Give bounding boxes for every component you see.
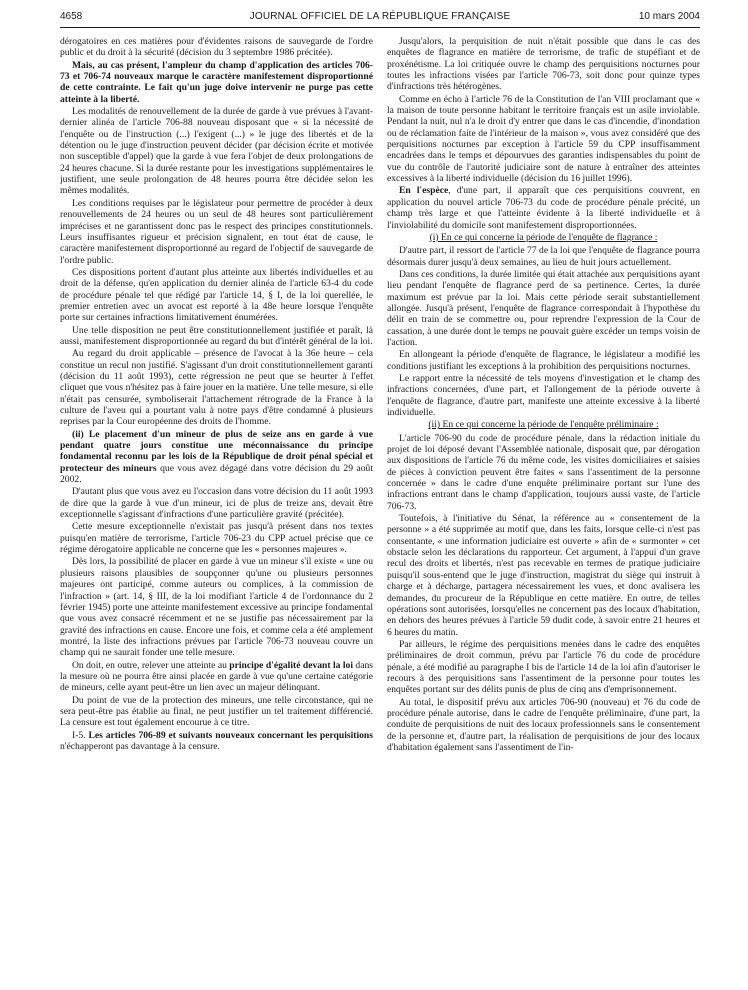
left-column [60,36,373,986]
paragraph [387,94,700,185]
page-header [60,11,700,27]
body-text: Par ailleurs, le régime des perquisitions menées dans le cadre des enquêtes préliminaires de droit commun, prévu par l'article 76 du code de procédure pénale, a été modifié au paragraphe I bis de l'article 14 de la loi afin d'autoriser le recours à des perquisitions sans l'assentiment de la personne pour toutes les enquêtes portant sur des délits punis de plus de cinq ans d'emprisonnement. [387,638,700,696]
body-text: Cette mesure exceptionnelle n'existait pas jusqu'à présent dans nos textes puisqu'en matière de terrorisme, l'article 706-23 du CPP actuel précise que ce régime dérogatoire applicable ne concerne que les « personnes majeures ». [60,521,373,556]
page-number: 4658 [60,11,83,22]
paragraph [60,730,373,753]
section-subheading [387,419,700,430]
journal-title: JOURNAL OFFICIEL DE LA RÉPUBLIQUE FRANÇAISE [249,11,511,22]
body-text: Ces dispositions portent d'autant plus atteinte aux libertés individuelles et au droit de la défense, qu'en application du dernier alinéa de l'article 63-4 du code de procédure pénale tel que rédigé par l'article 14, § I, de la loi querellée, le premier entretien avec un avocat est reporté à la 48e heure lorsque l'enquête porte sur certaines infractions limitativement énumérées. [60,266,373,324]
right-column [387,36,700,986]
paragraph [387,185,700,230]
body-text: que vous avez dégagé dans votre décision du 29 août 2002. [60,462,373,486]
paragraph [387,433,700,512]
paragraph [60,267,373,324]
paragraph [60,521,373,555]
body-text: Les conditions requises par le législateur pour permettre de procéder à deux renouvellements de 24 heures ou un seul de 48 heures sont particulièrement imprécises et ne garantissent donc pas le respect des principes constitutionnels. Leurs insuffisantes rigueur et précision signalent, en tout état de cause, le caractère manifestement disproportionné au regard de l'objectif de sauvegarde de l'ordre public. [60,197,373,266]
body-text: Comme en écho à l'article 76 de la Constitution de l'an VIII proclamant que « la maison de toute personne habitant le territoire français est un asile inviolable. Pendant la nuit, nul n'a le droit d'y entrer que dans le cas d'incendie, d'inondation ou de réclamation faite de l'intérieur de la maison », vous avez considéré que des perquisitions nocturnes par exception à l'article 59 du CPP insuffisamment encadrées dans le temps et dépourvues des garanties indispensables du point de vue du contrôle de l'autorité judiciaire sont de nature à entraîner des atteintes excessives à la liberté individuelle (décision du 16 juillet 1996). [387,93,700,185]
section-subheading [387,232,700,243]
body-text: Dans ces conditions, la durée limitée qui était attachée aux perquisitions ayant lieu pendant l'enquête de flagrance perd de sa pertinence. Certes, la durée maximum est prévue par la loi. Mais cette période serait substantiellement allongée. Jusqu'à présent, l'enquête de flagrance correspondait à l'hypothèse du délit en train de se commettre ou, pour reprendre l'expression de la Cour de cassation, à une durée dont le temps ne pouvait guère excéder un temps voisin de l'action. [387,268,700,348]
body-text: dérogatoires en ces matières pour d'évidentes raisons de sauvegarde de l'ordre public et du droit à la sécurité (décision du 3 septembre 1986 précitée). [60,36,373,59]
body-text: Dès lors, la possibilité de placer en garde à vue un mineur s'il existe « une ou plusieurs raisons plausibles de soupçonner qu'une ou plusieurs personnes majeures ont participé, comme auteurs ou complices, à la commission de l'infraction » (art. 14, § III, de la loi modifiant l'article 4 de l'ordonnance du 2 février 1945) porte une atteinte manifestement excessive au principe fondamental que vous avez consacré récemment et ne se justifie pas nécessairement par la gravité des infractions en cause. Encore une fois, et comme cela a été amplement montré, la liste des infractions prévues par l'article 706-73 nouveau couvre un champ qui ne saurait fonder une telle mesure. [60,556,373,659]
paragraph [60,695,373,729]
paragraph [60,325,373,348]
paragraph [60,106,373,197]
body-text: Toutefois, à l'initiative du Sénat, la référence au « consentement de la personne » a été supprimée au motif que, dans les faits, lorsque celle-ci n'est pas consentante, « une information judiciaire est ouverte » afin de « surmonter » cet obstacle selon les déclarations du rapporteur. Cet argument, à l'appui d'un grave recul des droits et libertés, n'est pas recevable en termes de pratique judiciaire puisqu'il sous-entend que le juge d'instruction, magistrat du siège qui instruit à charge et à décharge, partagera nécessairement les vues, et donc avalisera les demandes, du procureur de la République en cette matière. En outre, de telles opérations sont autorisées, lorsqu'elles ne concernent pas des locaux d'habitation, en dehors des heures prévues à l'article 59 dudit code, à savoir entre 21 heures et 6 heures du matin. [387,513,700,638]
body-text: Le rapport entre la nécessité de tels moyens d'investigation et le champ des infractions concernées, d'une part, et l'allongement de la période ouverte à l'enquête de flagrance, d'autre part, manifeste une atteinte excessive à la liberté individuelle. [387,372,700,418]
body-text: L'article 706-90 du code de procédure pénale, dans la rédaction initiale du projet de loi déposé devant l'Assemblée nationale, disposait que, par dérogation aux dispositions de l'article 76 du même code, les visites domiciliaires et saisies de pièces à conviction peuvent être faites « sans l'assentiment de la personne concernée » dans le cadre d'une enquête préliminaire portant sur l'une des infractions entrant dans le champ d'application, toujours aussi vaste, de l'article 706-73. [387,432,700,512]
body-text: dans la mesure où ne pourra être ainsi placée en garde à vue qu'une certaine catégorie de mineurs, celle ayant peut-être un lien avec un majeur délinquant. [60,659,373,694]
paragraph [60,556,373,658]
body-text: Au total, le dispositif prévu aux articles 706-90 (nouveau) et 76 du code de procédure pénale autorise, dans le cadre de l'enquête préliminaire, d'une part, la conduite de perquisitions de nuit des locaux professionnels sans le consentement de la personne et, d'autre part, la réalisation de perquisitions de jour des locaux d'habitation également sans l'assentiment de l'in- [387,696,700,753]
paragraph [60,486,373,520]
paragraph [387,373,700,418]
bold-text: Mais, au cas présent, l'ampleur du champ d'application des articles 706-73 et 706-74 nouveaux marque le caractère manifestement disproportionné de cette contrainte. Le fait qu'un juge doive intervenir ne purge pas cette atteinte à la liberté. [60,59,373,105]
publication-date: 10 mars 2004 [638,11,700,22]
paragraph [387,349,700,372]
body-text: Les modalités de renouvellement de la durée de garde à vue prévues à l'avant-dernier alinéa de l'article 706-88 nouveau disposant que « si la nécessité de l'enquête ou de l'instruction (...) l'exigent (...) » le juge des libertés et de la détention ou le juge d'instruction peuvent décider (par décision écrite et motivée non susceptible d'appel) que la garde à vue fera l'objet de deux prolongations de 24 heures chacune. Si la durée restante pour les investigations supplémentaires le justifient, une seule prolongation de 48 heures pourra être décidée selon les mêmes modalités. [60,106,373,197]
paragraph [60,348,373,427]
paragraph [387,269,700,348]
paragraph [387,697,700,754]
body-text: , d'une part, il apparaît que ces perquisitions couvrent, en application du nouvel article 706-73 du code de procédure pénale précité, un champ très large et que l'atteinte évidente à la liberté individuelle et à l'inviolabilité du domicile sont manifestement disproportionnées. [387,185,700,231]
header-rule [60,27,700,28]
paragraph [387,36,700,93]
body-text: D'autant plus que vous avez eu l'occasion dans votre décision du 11 août 1993 de dire que la garde à vue d'un mineur, ici de plus de treize ans, devait être exceptionnelle s'agissant d'infractions d'une particulière gravité (précitée). [60,486,373,521]
body-text: Du point de vue de la protection des mineurs, une telle circonstance, qui ne sera peut-être pas établie au final, ne peut justifier un tel traitement différencié. La censure est tout également encourue à ce titre. [60,694,373,729]
paragraph [387,245,700,268]
body-text: Au regard du droit applicable – présence de l'avocat à la 36e heure – cela constitue un recul non justifié. S'agissant d'un droit constitutionnellement garanti (décision du 11 août 1993), cette régression ne peut que se heurter à l'effet cliquet que vous n'hésitez pas à faire jouer en la matière. Une telle mesure, si elle n'était pas censurée, symboliserait l'attachement rétrograde de la France à la culture de l'aveu qui a pourtant valu à notre pays d'être condamné à plusieurs reprises par la Cour européenne des droits de l'homme. [60,348,373,428]
bold-text: En l'espèce [399,185,449,197]
bold-text: principe d'égalité devant la loi [229,659,354,671]
paragraph [60,36,373,59]
paragraph [60,60,373,105]
paragraph [60,660,373,694]
body-text: D'autre part, il ressort de l'article 77 de la loi que l'enquête de flagrance pourra désormais durer jusqu'à deux semaines, au lieu de huit jours actuellement. [387,245,700,268]
paragraph [387,513,700,638]
paragraph [60,429,373,486]
body-text: n'échapperont pas davantage à la censure. [60,740,220,752]
paragraph [60,198,373,266]
subheading-text: (ii) En ce qui concerne la période de l'enquête préliminaire : [428,419,659,431]
subheading-text: (i) En ce qui concerne la période de l'enquête de flagrance : [429,231,658,243]
bold-text: (ii) Le placement d'un mineur de plus de seize ans en garde à vue pendant quatre jours constitue une méconnaissance du principe fondamental reconnu par les lois de la République de droit pénal spécial et protecteur des mineurs [60,428,373,474]
body-text: En allongeant la période d'enquête de flagrance, le législateur a modifié les conditions justifiant les exceptions à la prohibition des perquisitions nocturnes. [387,349,700,372]
bold-text: Les articles 706-89 et suivants nouveaux concernant les perquisitions [88,729,373,741]
body-text: On doit, en outre, relever une atteinte au [72,659,230,671]
body-text: I-5. [72,729,89,741]
body-text: Une telle disposition ne peut être constitutionnellement justifiée et paraît, là aussi, manifestement disproportionnée au regard du but d'intérêt général de la loi. [60,324,373,347]
body-text: Jusqu'alors, la perquisition de nuit n'était possible que dans le cas des enquêtes de flagrance en matière de terrorisme, de trafic de stupéfiant et de proxénétisme. La loi critiquée ouvre le champ des perquisitions nocturnes pour toutes les infractions visées par l'article 706-73, soit donc pour quinze types d'infractions très hétérogènes. [387,36,700,93]
paragraph [387,639,700,696]
